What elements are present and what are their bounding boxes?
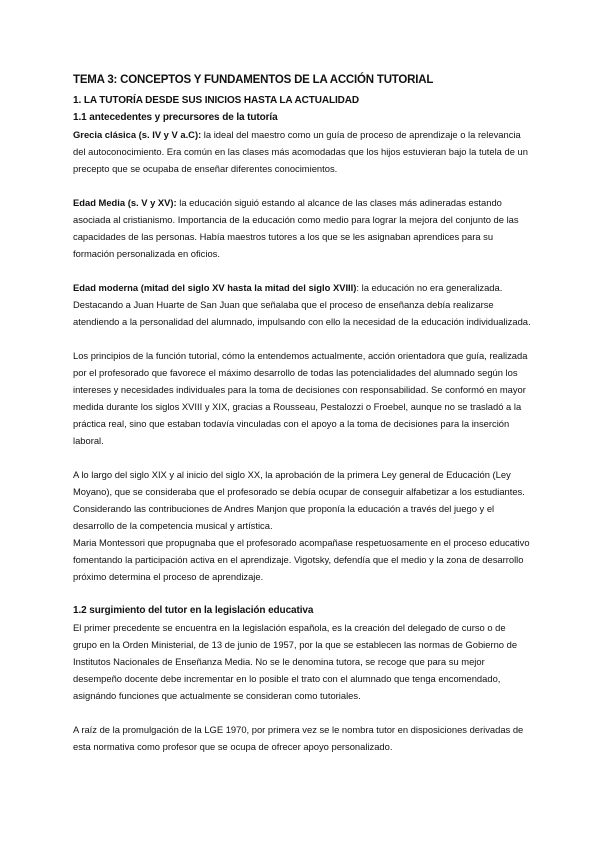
edad-moderna-text: : la educación no era generalizada. Destacando a Juan Huarte de San Juan que señalaba que el proceso de enseñanza debía realizarse atendiendo a la personalidad del alumnado, impulsando con ello la necesidad de la educación individualizada. — [73, 282, 531, 327]
document-title: TEMA 3: CONCEPTOS Y FUNDAMENTOS DE LA ACCIÓN TUTORIAL — [73, 74, 434, 86]
subsection-heading-antecedentes: 1.1 antecedentes y precursores de la tutoría — [73, 112, 278, 123]
grecia-lead: Grecia clásica (s. IV y V a.C): — [73, 129, 202, 140]
grecia-text: la ideal del maestro como un guía de proceso de aprendizaje o la relevancia del autoconocimiento. Era común en las clases más acomodadas que los hijos estuvieran bajo la tutela de un precepto que se ocupaba de enseñar diferentes conocimientos. — [73, 129, 528, 174]
subsection-heading-legislacion: 1.2 surgimiento del tutor en la legislación educativa — [73, 605, 314, 616]
paragraph-montessori: Maria Montessori que propugnaba que el profesorado acompañase respetuosamente en el proceso educativo fomentando la participación activa en el aprendizaje. Vigotsky, defendía que el medio y la zona de desarrollo próximo determina el proceso de aprendizaje. — [73, 537, 530, 582]
edad-media-lead: Edad Media (s. V y XV): — [73, 197, 177, 208]
section-heading: 1. LA TUTORÍA DESDE SUS INICIOS HASTA LA ACTUALIDAD — [73, 95, 360, 106]
edad-moderna-lead: Edad moderna (mitad del siglo XV hasta la mitad del siglo XVIII) — [73, 282, 357, 293]
spacer — [73, 177, 531, 194]
paragraph-siglo-xix: A lo largo del siglo XIX y al inicio del siglo XX, la aprobación de la primera Ley general de Educación (Ley Moyano), que se consideraba que el profesorado se debía ocupar de conseguir alfabetizar a los estudiantes. Considerando las contribuciones de Andres Manjon que proponía la educación a través del juego y el desarrollo de la competencia musical y artística. — [73, 469, 525, 531]
paragraph-principios: Los principios de la función tutorial, cómo la entendemos actualmente, acción orientadora que guía, realizada por el profesorado que favorece el máximo desarrollo de todas las potencialidades del alumnado según los intereses y necesidades individuales para la toma de decisiones con responsabilidad. Se conformó en mayor medida durante los siglos XVIII y XIX, gracias a Rousseau, Pestalozzi o Froebel, aunque no se trasladó a la práctica real, sino que estaban todavía vinculadas con el apoyo a la toma de decisiones para la inserción laboral. — [73, 350, 528, 446]
paragraph-edad-moderna — [73, 279, 531, 330]
spacer — [73, 449, 531, 466]
spacer — [73, 704, 531, 721]
spacer — [73, 330, 531, 347]
spacer — [73, 585, 531, 602]
document-body — [73, 72, 531, 755]
paragraph-lge: A raíz de la promulgación de la LGE 1970, por primera vez se le nombra tutor en disposiciones derivadas de esta normativa como profesor que se ocupa de ofrecer apoyo personalizado. — [73, 724, 524, 752]
spacer — [73, 262, 531, 279]
paragraph-grecia — [73, 126, 531, 177]
edad-media-text: la educación siguió estando al alcance de las clases más adineradas estando asociada al cristianismo. Importancia de la educación como medio para lograr la mejora del conjunto de las capacidades de las personas. Había maestros tutores a los que se les asignaban aprendices para su formación personalizada en oficios. — [73, 197, 519, 259]
paragraph-precedente: El primer precedente se encuentra en la legislación española, es la creación del delegado de curso o de grupo en la Orden Ministerial, de 13 de junio de 1957, por la que se establecen las normas de Gobierno de Institutos Nacionales de Enseñanza Media. No se le denomina tutora, se recoge que para su mejor desempeño docente debe incrementar en lo posible el trato con el alumnado que tenga encomendado, asignándo funciones que actualmente se consideran como tutoriales. — [73, 622, 518, 701]
paragraph-edad-media — [73, 194, 531, 262]
